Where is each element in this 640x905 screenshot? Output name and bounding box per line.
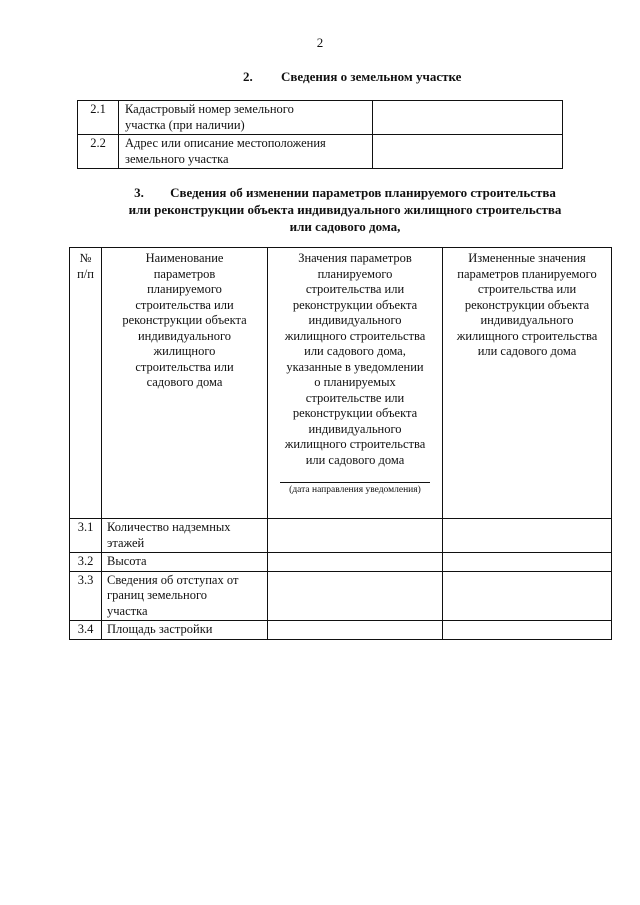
changed-value-cell[interactable]: [443, 519, 612, 553]
section-3-number: 3.: [134, 185, 144, 200]
table-header-row: [70, 248, 612, 519]
table-row: [70, 571, 612, 621]
label-line: Кадастровый номер земельного: [125, 102, 294, 116]
table-row: [78, 101, 563, 135]
table-row: [70, 519, 612, 553]
header-changed-values: Измененные значения параметров планируемого строительства или реконструкции объекта индивидуального жилищного строительства или садового дома: [443, 248, 612, 519]
section-2-title: Сведения о земельном участке: [281, 69, 462, 84]
row-number: 2.1: [78, 101, 119, 135]
section-2-number: 2.: [243, 69, 253, 84]
table-row: [70, 553, 612, 572]
header-notified-values: Значения параметров планируемого строительства или реконструкции объекта индивидуального жилищного строительства или садового дома, указанные в уведомлении о планируемых строительстве или реконструкции объекта индивидуального жилищного строительства или садового дома (дата направления уведомления): [268, 248, 443, 519]
row-label: Количество надземных этажей: [102, 519, 268, 553]
section-3-heading: [100, 184, 590, 235]
row-number: 3.2: [70, 553, 102, 572]
cadastral-number-value[interactable]: [373, 101, 563, 135]
row-number: 3.3: [70, 571, 102, 621]
table-row: [78, 135, 563, 169]
page-number: 2: [316, 35, 324, 50]
label-line: участка (при наличии): [125, 117, 245, 132]
row-number: 3.1: [70, 519, 102, 553]
row-label: Сведения об отступах от границ земельного участка: [102, 571, 268, 621]
changed-value-cell[interactable]: [443, 571, 612, 621]
notified-value-cell[interactable]: [268, 553, 443, 572]
section-3-title-line: или садового дома,: [289, 219, 401, 234]
table-row: [70, 621, 612, 640]
notified-value-cell[interactable]: [268, 519, 443, 553]
notification-date-line[interactable]: [280, 482, 430, 483]
address-value[interactable]: [373, 135, 563, 169]
row-label: [119, 135, 373, 169]
parameters-table: [69, 247, 612, 640]
label-line: Адрес или описание местоположения: [125, 136, 326, 150]
label-line: земельного участка: [125, 151, 229, 166]
section-3-title-line: или реконструкции объекта индивидуального жилищного строительства: [128, 202, 562, 217]
row-label: Высота: [102, 553, 268, 572]
row-number: 2.2: [78, 135, 119, 169]
notification-date-caption: (дата направления уведомления): [289, 485, 421, 495]
row-label: [119, 101, 373, 135]
notified-value-cell[interactable]: [268, 621, 443, 640]
section-3-title-line: Сведения об изменении параметров планируемого строительства: [170, 185, 556, 200]
land-plot-table: [77, 100, 563, 169]
changed-value-cell[interactable]: [443, 621, 612, 640]
notified-value-cell[interactable]: [268, 571, 443, 621]
header-parameter-name: Наименование параметров планируемого строительства или реконструкции объекта индивидуального жилищного строительства или садового дома: [102, 248, 268, 519]
section-2-heading: [243, 68, 461, 85]
changed-value-cell[interactable]: [443, 553, 612, 572]
header-number: № п/п: [70, 248, 102, 519]
row-number: 3.4: [70, 621, 102, 640]
row-label: Площадь застройки: [102, 621, 268, 640]
